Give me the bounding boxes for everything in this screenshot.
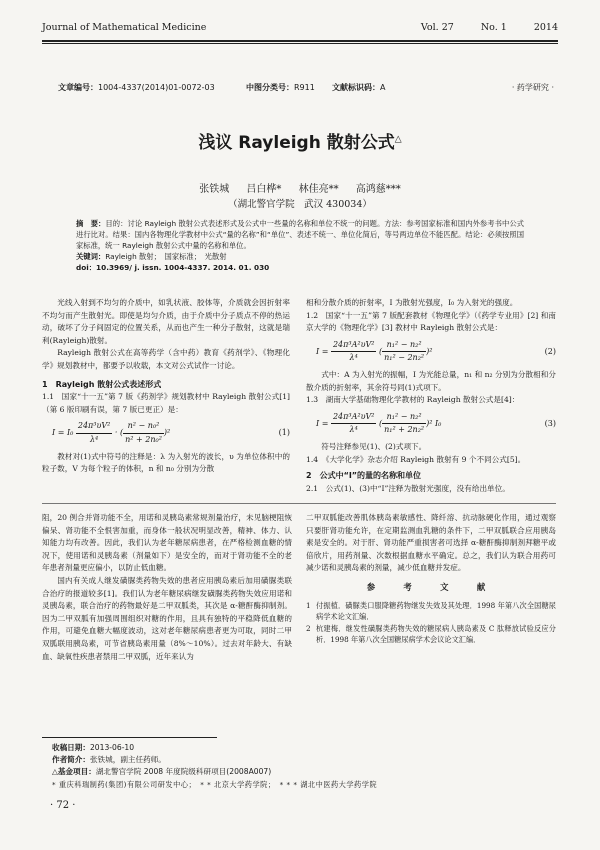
- equation-1: I = I₀ $\frac{\text{24π³υV²}}{\text{λ⁴}}$ · ( $\frac{\text{n² − n₀²}}{\text{n² + 2n₀²}}$ )² (1): [52, 421, 290, 444]
- article-meta: [58, 82, 554, 94]
- paragraph: 式中：A 为入射光的振幅，I 为光能总量，n₁ 和 n₂ 分别为分散相和分散介质的折射率，其余符号同(1)式项下。: [306, 369, 556, 392]
- references-heading: 参 考 文 献: [366, 581, 496, 592]
- subsection-text: 1.2 国家“十一五”第 7 版配套教材《物理化学》（《药学专业用》[2] 和南京大学的《物理化学》[3] 教材中 Rayleigh 散射公式是：: [306, 310, 556, 333]
- column-label: · 药学研究 ·: [511, 83, 554, 92]
- subsection-text: 1.3 湖南大学基础物理化学教材的 Rayleigh 散射公式是[4]：: [306, 395, 520, 405]
- keywords: 关键词：Rayleigh 散射； 国家标准； 光散射: [76, 252, 227, 261]
- author: 吕白桦*: [246, 184, 282, 195]
- footnote-rule: [42, 737, 217, 738]
- clc-number: 中图分类号：R911: [246, 83, 315, 92]
- paragraph: 国内有关成人继发磺脲类药物失效的患者应用胰岛素后加用磺脲类联合治疗的报道较多[1]。我们认为老年糖尿病继发磺脲类药物失效应用诺和灵胰岛素，联合治疗的药物最好是二甲双胍类，其次是 α-糖酐酶抑制剂。因为二甲双胍有加强周围组织对糖的作用，且具有独特的平稳降低血糖的作用，可避免血糖大幅度波动，这对老年糖尿病患者更为可取，同时二甲双胍联用胰岛素，可节省胰岛素用量（8%～10%）。过去对年龄大、有缺血、缺氧性疾患者禁用二甲双胍，近年来认为: [42, 575, 292, 661]
- body-column-lower-left: [42, 512, 292, 663]
- equation-number: (1): [278, 428, 290, 438]
- equation-2: I = $\frac{\text{24π³A²υV²}}{\text{λ⁴}}$ ( $\frac{\text{n₁² − n₂²}}{\text{n₁² − 2n₂²}}$ )² (2): [316, 339, 556, 363]
- document-code: 文献标识码：A: [332, 83, 386, 92]
- reference-item: 2 杭建梅．继发性磺脲类药物失效的糖尿病人胰岛素及 C 肽释放试验反应分析．1998 年第八次全国糖尿病学术会议论文汇编．: [306, 623, 556, 645]
- body-column-upper-left: [42, 297, 290, 476]
- subsection-text: 2.1 公式(1)、(3)中“I”注释为散射光强度，没有给出单位。: [306, 483, 510, 493]
- paragraph: Rayleigh 散射公式在高等药学（含中药）教育《药剂学》、《物理化学》规划教材中，都要予以收载，本文对公式试作一讨论。: [42, 348, 290, 370]
- paragraph: 教材对(1)式中符号的注释是：λ 为入射光的波长，υ 为单位体积中的粒子数，V 为每个粒子的体积，n 和 n₀ 分别为分散: [42, 451, 290, 474]
- article-number: 文章编号：1004-4337(2014)01-0072-03: [58, 83, 215, 92]
- journal-year: 2014: [533, 22, 558, 33]
- journal-header: [42, 22, 558, 36]
- equation-number: (2): [544, 346, 556, 356]
- author-units: * 重庆科瑞制药(集团)有限公司研发中心； * * 北京大学药学院； * * * 湖北中医药大学药学院: [52, 779, 378, 789]
- author-bio: 作者简介：张铁城，副主任药师。: [52, 755, 166, 765]
- body-column-upper-right: [306, 297, 556, 495]
- journal-issue: [397, 22, 558, 33]
- body-column-lower-right: [306, 512, 556, 646]
- journal-volume: Vol. 27: [420, 22, 454, 33]
- reference-list: [306, 600, 556, 646]
- article-divider: [42, 503, 556, 504]
- subsection-text: 1.1 国家“十一五”第 7 版《药剂学》规划教材中 Rayleigh 散射公式[1]（第 6 版印刷有误，第 7 版已更正）是：: [42, 392, 290, 414]
- header-rule-thick: [42, 40, 558, 42]
- equation-3: I = $\frac{\text{24π³A²υV²}}{\text{λ⁴}}$ ( $\frac{\text{n₁² − n₂²}}{\text{n₁² + 2n₂²}}$ )² I₀ (3): [316, 411, 556, 435]
- journal-number: No. 1: [480, 22, 507, 33]
- affiliation: （湖北警官学院 武汉 430034）: [228, 199, 372, 210]
- author: 张铁城: [199, 184, 230, 195]
- abstract-text: 摘 要：目的：讨论 Rayleigh 散射公式表述形式及公式中一些量的名称和单位不统一的问题。方法：参考国家标准和国内外参考书中公式进行比对。结果：国内各物理化学教材中公式“量的名称”和“单位”、表述不统一、单位化简后，等号两边单位不能匹配。结论：必须按照国家标准，统一 Rayleigh 散射公式中量的名称和单位。: [76, 219, 525, 250]
- subsection-text: 1.4 《大学化学》杂志介绍 Rayleigh 散射有 9 个不同公式[5]。: [306, 454, 526, 464]
- paragraph: 相和分散介质的折射率，I 为散射光强度，I₀ 为入射光的强度。: [306, 298, 518, 307]
- abstract: [76, 218, 524, 273]
- journal-name: Journal of Mathematical Medicine: [42, 22, 207, 33]
- received-date: 收稿日期：2013-06-10: [52, 743, 135, 752]
- article-title: 浅议 Rayleigh 散射公式△: [198, 133, 402, 153]
- equation-number: (3): [544, 418, 556, 428]
- paragraph: 光线入射到不均匀的介质中，如乳状液、胶体等，介质就会因折射率不均匀而产生散射光。即使是均匀介质，由于介质中分子质点不停的热运动，破坏了分子间固定的位置关系，从而也产生一种分子散射，这就是瑞利(Rayleigh)散射。: [42, 298, 290, 345]
- paragraph: 阻，20 例合并肾功能不全，用诺和灵胰岛素常规剂量治疗，未见脑梗阻恢偏呆、肾功能不全恨害加重，而身体一般状况明显改善，精神、体力、认知能力均有改善。因此，我们认为老年糖尿病患者，在严格检测血糖的情况下，使用诺和灵胰岛素（剂量如下）是安全的，而对于肾功能不全的老年患者剂量更应偏小，以防止低血糖。: [42, 513, 292, 573]
- page-number: · 72 ·: [50, 800, 76, 811]
- section-heading: 2 公式中“I”的量的名称和单位: [306, 471, 422, 481]
- author-list: [0, 180, 600, 195]
- header-rule-thin: [42, 43, 558, 44]
- fund-note: △基金项目：湖北警官学院 2008 年度院级科研项目(2008A007): [52, 767, 272, 777]
- reference-item: 1 付振植．磺脲类口服降糖药物继发失效及其处理．1998 年第八次全国糖尿病学术论文汇编．: [306, 600, 556, 622]
- footnotes: [52, 742, 558, 791]
- section-heading: 1 Rayleigh 散射公式表述形式: [42, 379, 162, 389]
- author: 林佳亮**: [298, 184, 339, 195]
- author: 高鸿慈***: [355, 184, 401, 195]
- doi: doi：10.3969/ j. issn. 1004-4337. 2014. 01. 030: [76, 263, 270, 272]
- title-fund-mark: △: [394, 134, 402, 145]
- paragraph: 符号注释参见(1)、(2)式项下。: [321, 441, 427, 451]
- paragraph: 二甲双胍能改善肌体胰岛素敏感性、降纤溶、抗动脉硬化作用，通过观察只要肝肾功能允许，在定期监测血乳糖的条件下，二甲双胍联合应用胰岛素是安全的。对于肝、肾功能严重损害者可选择 α-糖酐酶抑制剂拜糖平或倍欣片，用药剂量、次数根据血糖水平确定。总之，我们认为联合用药可减少诺和灵胰岛素的剂量，减少低血糖并发症。: [306, 513, 556, 573]
